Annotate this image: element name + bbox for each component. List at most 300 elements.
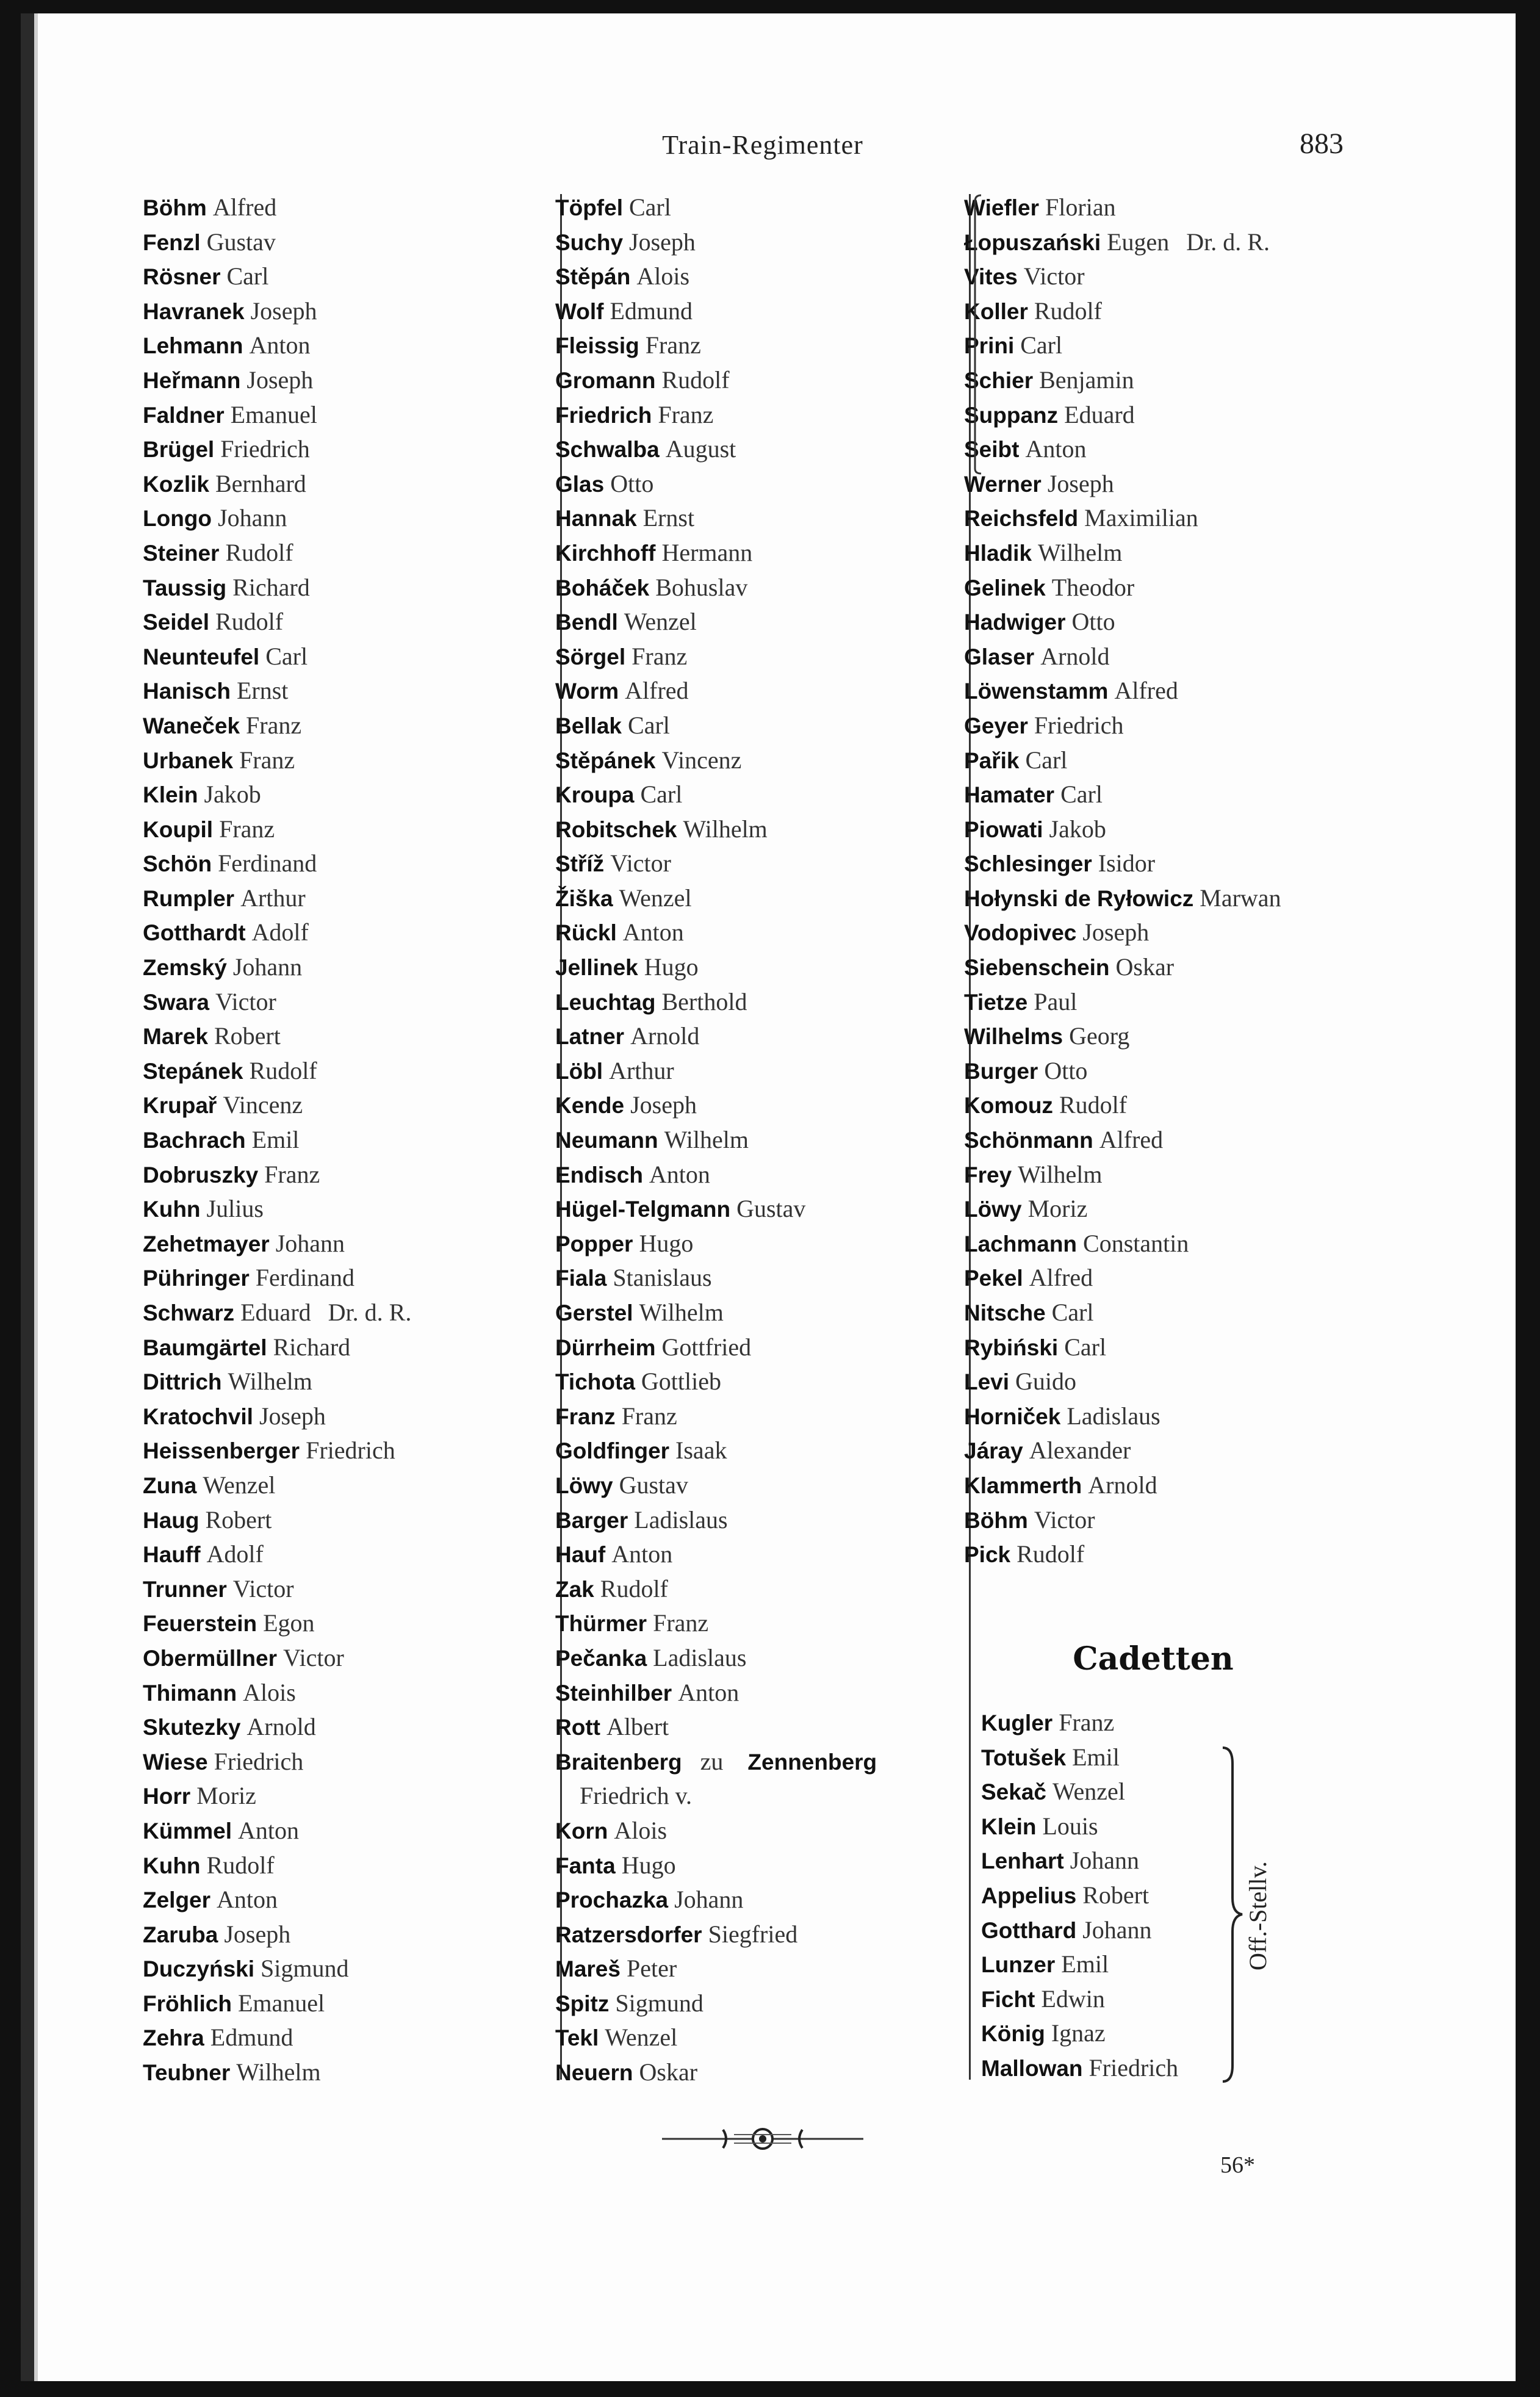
given-name: Rudolf [600, 1574, 668, 1602]
given-name: Robert [1082, 1881, 1150, 1909]
list-item [555, 812, 946, 847]
list-item [964, 1088, 1403, 1123]
given-name: Victor [215, 987, 276, 1015]
given-name: Franz [246, 711, 302, 739]
given-name: Constantin [1083, 1229, 1189, 1257]
given-name: Arthur [609, 1056, 674, 1084]
list-item [143, 605, 533, 640]
list-item [143, 536, 533, 571]
surname: Zak [555, 1576, 594, 1602]
surname: Friedrich [555, 402, 652, 428]
given-name: Ladislaus [1067, 1402, 1160, 1430]
given-name: Edmund [210, 2024, 293, 2052]
surname: Kratochvil [143, 1404, 253, 1429]
surname: Levi [964, 1369, 1010, 1395]
surname: Glaser [964, 644, 1035, 669]
list-item [555, 1952, 946, 1986]
list-item [555, 881, 946, 916]
surname: Töpfel [555, 195, 623, 220]
surname: Neunteufel [143, 644, 260, 669]
surname: Longo [143, 506, 212, 532]
surname: Appelius [981, 1883, 1077, 1908]
given-name: Carl [1025, 746, 1068, 774]
surname: Schön [143, 851, 212, 877]
list-item [143, 363, 533, 398]
surname: Hladik [964, 540, 1032, 566]
list-item [555, 1433, 946, 1468]
surname: Koller [964, 298, 1028, 324]
list-item [964, 467, 1403, 502]
given-name: Wilhelm [683, 815, 768, 843]
given-name: Alfred [212, 193, 277, 221]
surname: Korn [555, 1818, 608, 1844]
surname: Zemský [143, 955, 227, 981]
given-name: Friedrich [306, 1436, 395, 1465]
surname: Bendl [555, 610, 618, 635]
surname: Hanisch [143, 679, 231, 704]
given-name: Otto [1071, 608, 1115, 636]
given-name: Ladislaus [634, 1505, 728, 1534]
surname: Fröhlich [143, 1991, 232, 2016]
given-name: Oskar [1115, 953, 1175, 981]
surname: Faldner [143, 402, 225, 428]
given-name: Anton [622, 918, 684, 946]
list-item [143, 1848, 533, 1883]
given-name: Otto [1044, 1056, 1088, 1084]
surname: Lehmann [143, 333, 243, 359]
surname: Bellak [555, 713, 622, 738]
list-item [143, 259, 533, 294]
surname: Wilhelms [964, 1024, 1063, 1050]
surname: Vodopivec [964, 920, 1077, 946]
given-name: Robert [205, 1505, 272, 1534]
surname: Barger [555, 1507, 628, 1533]
surname: Neuern [555, 2060, 633, 2086]
surname: Hamater [964, 782, 1055, 808]
surname: Löwy [555, 1472, 613, 1498]
list-item [555, 1088, 946, 1123]
list-item [143, 1986, 533, 2021]
surname: Thürmer [555, 1611, 647, 1637]
surname: Fleissig [555, 333, 639, 359]
list-item [555, 950, 946, 985]
list-item [964, 881, 1403, 916]
given-name: Ernst [236, 677, 289, 705]
given-name: Hugo [639, 1229, 694, 1257]
surname: Schlesinger [964, 851, 1092, 877]
list-item [555, 1710, 946, 1745]
given-name: Anton [611, 1540, 673, 1568]
list-item [143, 1158, 533, 1192]
given-name: Edwin [1041, 1984, 1105, 2013]
surname: Suchy [555, 229, 624, 255]
list-item [964, 1227, 1403, 1261]
list-item [964, 1537, 1403, 1572]
list-item [964, 1330, 1403, 1365]
given-name: Gottlieb [641, 1368, 721, 1396]
surname: Schwalba [555, 437, 660, 463]
list-item [555, 1296, 946, 1330]
given-name: Carl [628, 193, 671, 221]
list-item [555, 1192, 946, 1227]
given-name: Rudolf [249, 1056, 317, 1084]
surname: Fiala [555, 1266, 607, 1291]
list-item [555, 1123, 946, 1158]
surname: Burger [964, 1058, 1038, 1084]
list-item [964, 950, 1403, 985]
surname: Goldfinger [555, 1438, 670, 1464]
surname: Geyer [964, 713, 1028, 738]
list-item [143, 812, 533, 847]
list-item [964, 1054, 1403, 1089]
list-item [143, 1330, 533, 1365]
given-name: Victor [610, 849, 671, 878]
list-item [555, 777, 946, 812]
list-item [555, 571, 946, 605]
surname: Stěpán [555, 264, 631, 290]
given-name: Emanuel [230, 400, 317, 428]
list-item [964, 1399, 1403, 1434]
given-name: Joseph [1047, 469, 1114, 497]
surname: Glas [555, 471, 605, 497]
surname: Löwy [964, 1197, 1022, 1222]
list-item [555, 640, 946, 674]
given-name: Carl [1060, 780, 1103, 809]
surname: Jellinek [555, 955, 638, 981]
list-item [143, 1710, 533, 1745]
given-name: Arnold [1040, 642, 1110, 670]
list-item [964, 1261, 1403, 1296]
surname: Klein [143, 782, 198, 808]
list-item [143, 1227, 533, 1261]
name-column-3 [964, 190, 1403, 1572]
list-item [964, 1468, 1403, 1503]
given-name: Sigmund [261, 1955, 349, 1983]
list-item [143, 1814, 533, 1848]
surname: Hauf [555, 1542, 606, 1568]
given-name: Ernst [642, 504, 695, 532]
given-name: Ladislaus [653, 1643, 747, 1671]
surname: Pečanka [555, 1645, 647, 1671]
surname: Járay [964, 1438, 1023, 1464]
given-name: Joseph [246, 366, 314, 394]
surname: Stepánek [143, 1058, 243, 1084]
given-name: Franz [219, 815, 275, 843]
list-item [143, 501, 533, 536]
given-name: Guido [1015, 1368, 1077, 1396]
given-name: Hugo [644, 953, 699, 981]
given-name: Maximilian [1084, 504, 1198, 532]
surname: Löbl [555, 1058, 603, 1084]
surname: Trunner [143, 1576, 227, 1602]
given-name: Gottfried [661, 1333, 752, 1361]
list-item [964, 432, 1403, 467]
list-item [555, 328, 946, 363]
surname: Braitenberg [555, 1749, 682, 1775]
surname: Urbanek [143, 748, 234, 773]
surname: Havranek [143, 298, 245, 324]
list-item [964, 812, 1403, 847]
list-item [964, 1019, 1403, 1054]
given-name: Victor [1023, 262, 1085, 290]
surname: Teubner [143, 2060, 231, 2086]
given-name: Joseph [630, 1091, 697, 1119]
page-edge-line [34, 13, 38, 2381]
given-name: Wenzel [624, 608, 697, 636]
given-name: Franz [1059, 1709, 1115, 1736]
given-name: Emanuel [237, 1989, 325, 2017]
list-item [143, 571, 533, 605]
surname: Rösner [143, 264, 221, 290]
surname: Lenhart [981, 1848, 1064, 1874]
given-name: Franz [645, 331, 701, 359]
surname: Totušek [981, 1745, 1067, 1770]
surname: Spitz [555, 1991, 610, 2016]
given-name: Johann [218, 504, 287, 532]
given-name: Emil [1072, 1743, 1120, 1771]
surname: Dittrich [143, 1369, 222, 1395]
printer-signature: 56* [1220, 2152, 1255, 2178]
surname: Nitsche [964, 1300, 1046, 1325]
given-name: Victor [283, 1643, 344, 1671]
surname: Boháček [555, 575, 650, 600]
surname: Pühringer [143, 1266, 250, 1291]
list-item [555, 398, 946, 433]
list-item [555, 190, 946, 225]
given-name: Rudolf [215, 608, 284, 636]
list-item [143, 190, 533, 225]
given-name: Hermann [661, 538, 753, 566]
list-item [143, 1537, 533, 1572]
given-name: Johann [275, 1229, 345, 1257]
list-item [143, 777, 533, 812]
list-item [143, 1468, 533, 1503]
list-item [555, 1986, 946, 2021]
surname: Zennenberg [747, 1749, 877, 1775]
list-item [143, 1019, 533, 1054]
surname: Waneček [143, 713, 240, 738]
list-item [964, 1192, 1403, 1227]
list-item [555, 536, 946, 571]
list-item [964, 777, 1403, 812]
list-item [143, 708, 533, 743]
list-item [555, 1848, 946, 1883]
surname: Robitschek [555, 816, 677, 842]
given-name: Franz [239, 746, 295, 774]
list-item [143, 1779, 533, 1814]
surname: Skutezky [143, 1715, 241, 1740]
list-item [964, 915, 1403, 950]
surname: Rott [555, 1715, 600, 1740]
given-name: Vincenz [223, 1091, 303, 1119]
surname: Schwarz [143, 1300, 235, 1325]
list-item [964, 605, 1403, 640]
list-item [143, 1572, 533, 1607]
list-item [964, 640, 1403, 674]
given-name: Anton [249, 331, 311, 359]
given-name: Robert [214, 1022, 281, 1050]
list-item [555, 1676, 946, 1710]
list-item [555, 1261, 946, 1296]
page-edge-shadow [21, 13, 34, 2381]
given-name: Sigmund [615, 1989, 703, 2017]
given-name: Theodor [1051, 573, 1135, 601]
surname: Gotthardt [143, 920, 246, 946]
given-name: Wilhelm [1018, 1160, 1103, 1188]
list-item [555, 915, 946, 950]
list-item [143, 328, 533, 363]
surname: Sörgel [555, 644, 626, 669]
list-item [964, 1433, 1403, 1468]
surname: Rumpler [143, 885, 235, 911]
surname: Löwenstamm [964, 679, 1109, 704]
bracket-top [973, 194, 985, 475]
ornament-divider [662, 2118, 863, 2160]
list-item [555, 1054, 946, 1089]
surname: Seibt [964, 437, 1020, 463]
surname: Reichsfeld [964, 506, 1079, 532]
list-item [555, 1537, 946, 1572]
list-item [964, 225, 1403, 260]
surname: Haug [143, 1507, 200, 1533]
list-item [981, 1706, 1286, 1740]
given-name: Wenzel [619, 884, 692, 912]
given-name: Alfred [1099, 1126, 1164, 1154]
list-item [555, 1917, 946, 1952]
surname: Gerstel [555, 1300, 633, 1325]
given-name: Albert [606, 1713, 669, 1741]
given-name: Anton [1025, 435, 1087, 463]
given-name: Emil [251, 1126, 300, 1154]
given-name: Friedrich [1088, 2053, 1179, 2082]
given-name: Stanislaus [613, 1264, 712, 1292]
given-name: Rudolf [1034, 297, 1102, 325]
name-column-1 [143, 190, 533, 2090]
surname: Feuerstein [143, 1611, 257, 1637]
surname: Žiška [555, 885, 613, 911]
given-name: Alois [614, 1816, 667, 1844]
list-item [143, 294, 533, 329]
list-item [964, 571, 1403, 605]
given-name: Arnold [246, 1713, 316, 1741]
surname: Gelinek [964, 575, 1046, 600]
list-item [143, 1296, 533, 1330]
given-name: Anton [649, 1160, 710, 1188]
given-name: Carl [226, 262, 269, 290]
surname: Wiefler [964, 195, 1040, 220]
given-name: Johann [674, 1886, 744, 1914]
name-column-2 [555, 190, 946, 2090]
surname: Schier [964, 367, 1034, 393]
given-name: Friedrich [220, 435, 310, 463]
given-name: Arnold [1088, 1471, 1157, 1499]
list-item [555, 2055, 946, 2090]
surname: Koupil [143, 816, 214, 842]
given-name: Friedrich v. [580, 1782, 693, 1810]
surname: Böhm [143, 195, 207, 220]
surname: Rückl [555, 920, 617, 946]
list-item [143, 1399, 533, 1434]
surname: Dürrheim [555, 1335, 656, 1360]
list-item [143, 743, 533, 778]
given-name: Gustav [736, 1195, 806, 1223]
given-name: Berthold [661, 987, 747, 1015]
given-name: Rudolf [1059, 1091, 1128, 1119]
given-name: Georg [1069, 1022, 1130, 1050]
list-item [143, 1745, 533, 1779]
list-item [143, 432, 533, 467]
list-item [143, 1364, 533, 1399]
page-number: 883 [1300, 128, 1344, 160]
given-name: Carl [640, 780, 683, 809]
list-item [555, 501, 946, 536]
surname: Steinhilber [555, 1680, 672, 1706]
given-name: Joseph [250, 297, 317, 325]
surname: Steiner [143, 540, 220, 566]
surname: Hauff [143, 1542, 201, 1568]
surname: Duczyński [143, 1956, 255, 1982]
given-name: Franz [621, 1402, 677, 1430]
list-item [555, 2020, 946, 2055]
surname: Komouz [964, 1093, 1053, 1119]
list-item [143, 1917, 533, 1952]
list-item [555, 1883, 946, 1917]
given-name: Rudolf [206, 1851, 275, 1879]
given-name: Moriz [196, 1782, 256, 1810]
given-name: Johann [1082, 1916, 1152, 1944]
surname: Kugler [981, 1710, 1053, 1736]
list-item [143, 1676, 533, 1710]
given-name: Wenzel [605, 2024, 678, 2052]
list-item [964, 259, 1403, 294]
given-name: Bernhard [215, 469, 306, 497]
surname: Lachmann [964, 1231, 1078, 1256]
list-item [143, 398, 533, 433]
list-item [964, 328, 1403, 363]
surname: Fenzl [143, 229, 201, 255]
list-item [143, 467, 533, 502]
list-item [143, 640, 533, 674]
surname: Mallowan [981, 2055, 1083, 2081]
brace-officer-substitutes [1220, 1745, 1245, 2084]
surname: Dobruszky [143, 1162, 259, 1188]
list-item [555, 1364, 946, 1399]
given-name: Isidor [1098, 849, 1156, 878]
given-name: Anton [217, 1886, 278, 1914]
given-name: Gustav [206, 228, 276, 256]
surname: Hadwiger [964, 610, 1066, 635]
given-name: Isaak [675, 1436, 727, 1465]
list-item [143, 1952, 533, 1986]
given-name: Franz [658, 400, 714, 428]
given-name: Franz [264, 1160, 320, 1188]
surname: Seidel [143, 610, 209, 635]
given-name: Friedrich [214, 1747, 304, 1775]
list-item [555, 1019, 946, 1054]
surname: Mareš [555, 1956, 621, 1982]
list-item [555, 1227, 946, 1261]
given-name: Wilhelm [664, 1126, 749, 1154]
list-item [964, 1503, 1403, 1538]
list-item [143, 915, 533, 950]
given-name: Ferdinand [255, 1264, 354, 1292]
surname: König [981, 2021, 1045, 2047]
surname: Kuhn [143, 1197, 201, 1222]
given-name: Ignaz [1051, 2019, 1106, 2047]
running-head: Train-Regimenter [662, 130, 863, 160]
surname: Brügel [143, 437, 215, 463]
given-name: Johann [232, 953, 303, 981]
